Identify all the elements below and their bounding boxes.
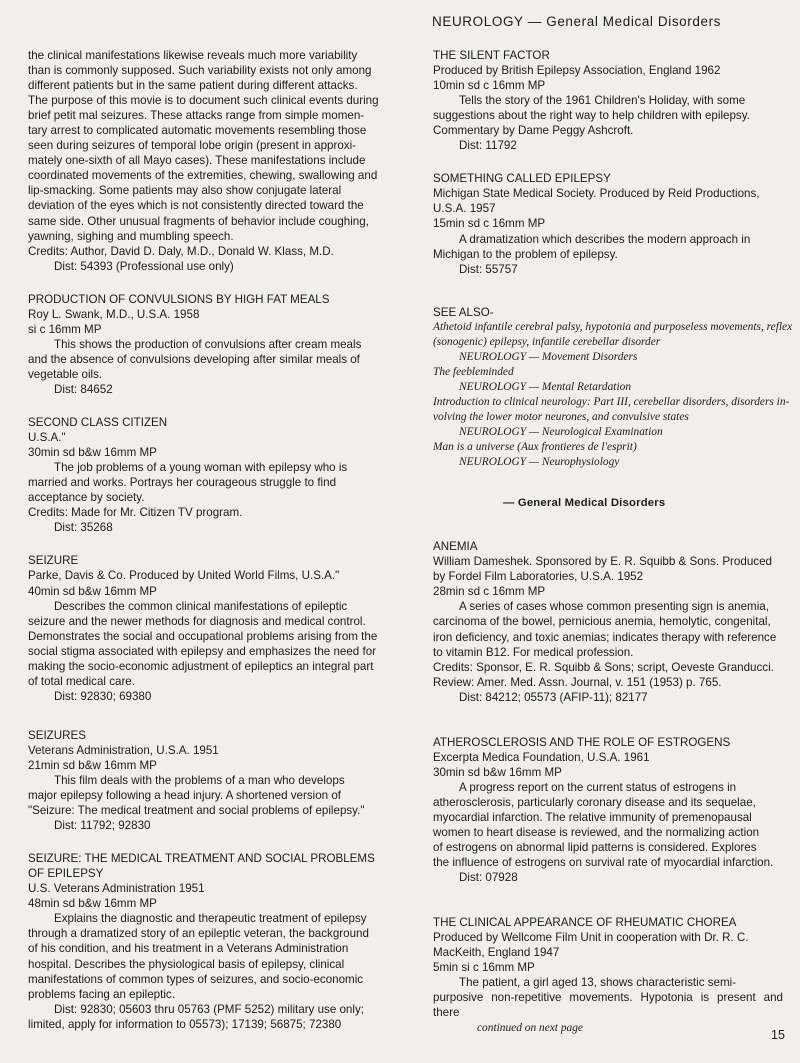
- entry-producer: Excerpta Medica Foundation, U.S.A. 1961: [433, 750, 650, 764]
- entry-title: SECOND CLASS CITIZEN: [28, 416, 168, 430]
- continued-note: continued on next page: [477, 1021, 583, 1034]
- entry-producer: William Dameshek. Sponsored by E. R. Squibb & Sons. Produced: [433, 555, 772, 569]
- entry-producer: U.S.A. 1957: [433, 202, 496, 216]
- entry-credits: Credits: Made for Mr. Citizen TV program.: [28, 506, 243, 520]
- entry-review: Review: Amer. Med. Assn. Journal, v. 151 (1953) p. 765.: [433, 675, 722, 689]
- entry-description: [28, 337, 386, 382]
- film-entry: [28, 728, 386, 833]
- text-line: Tells the story of the 1961 Children's Holiday, with some: [459, 94, 746, 108]
- see-also-line: Introduction to clinical neurology: Part III, cerebellar disorders, disorders in-: [433, 395, 790, 408]
- entry-title: PRODUCTION OF CONVULSIONS BY HIGH FAT MEALS: [28, 292, 330, 306]
- entry-title: THE SILENT FACTOR: [433, 49, 550, 62]
- entry-producer: Produced by British Epilepsy Association, England 1962: [433, 64, 721, 78]
- entry-format: si c 16mm MP: [28, 322, 102, 336]
- entry-format: 15min sd c 16mm MP: [433, 217, 546, 231]
- film-entry: [28, 292, 386, 397]
- entry-title: SEIZURE: THE MEDICAL TREATMENT AND SOCIAL PROBLEMS: [28, 852, 375, 866]
- see-also-line: (sonogenic) epilepsy, infantile cerebellar disorder: [433, 335, 661, 348]
- text-line: Describes the common clinical manifestations of epileptic: [54, 599, 348, 613]
- entry-dist: Dist: 11792; 92830: [54, 819, 151, 833]
- text-line: suggestions about the right way to help children with epilepsy.: [433, 109, 750, 123]
- text-line: the clinical manifestations likewise reveals much more variability: [28, 49, 358, 62]
- text-line: iron deficiency, and toxic anemias; indicates therapy with reference: [433, 630, 777, 644]
- text-line: purposive non-repetitive movements. Hypotonia is present and there: [433, 991, 783, 1020]
- entry-dist: Dist: 54393 (Professional use only): [54, 259, 234, 273]
- text-line: The patient, a girl aged 13, shows characteristic semi-: [459, 976, 737, 990]
- film-entry: [433, 539, 783, 705]
- text-line: atherosclerosis, particularly coronary disease and its sequelae,: [433, 795, 756, 809]
- film-entry: [433, 915, 783, 1035]
- text-line: lip-smacking. Some patients may also show conjugate lateral: [28, 184, 342, 198]
- entry-credits: Credits: Sponsor, E. R. Squibb & Sons; script, Oeveste Granducci.: [433, 660, 774, 674]
- see-also-line: Man is a universe (Aux frontieres de l'esprit): [433, 441, 637, 454]
- entry-credits: Credits: Author, David D. Daly, M.D., Donald W. Klass, M.D.: [28, 244, 334, 258]
- entry-description: [28, 773, 386, 818]
- entry-description: [28, 599, 386, 689]
- entry-format: 48min sd b&w 16mm MP: [28, 897, 157, 911]
- text-line: coordinated movements of the extremities, chewing, swallowing and: [28, 169, 378, 183]
- right-column: [433, 48, 793, 1036]
- page-number: 15: [771, 1028, 785, 1042]
- text-line: brief petit mal seizures. These attacks range from simple momen-: [28, 109, 365, 123]
- text-line: Michigan to the problem of epilepsy.: [433, 247, 618, 261]
- entry-description: [433, 975, 783, 1020]
- see-also-line: NEUROLOGY — Movement Disorders: [459, 350, 638, 363]
- entry-producer: by Fordel Film Laboratories, U.S.A. 1952: [433, 570, 644, 584]
- text-line: to vitamin B12. For medical profession.: [433, 645, 634, 659]
- text-line: This shows the production of convulsions after cream meals: [54, 337, 362, 351]
- entry-dist: Dist: 84212; 05573 (AFIP-11); 82177: [459, 690, 648, 704]
- text-line: The purpose of this movie is to document such clinical events during: [28, 94, 379, 108]
- see-also-line: The feebleminded: [433, 365, 514, 378]
- text-line: of estrogens on abnormal lipid patterns is considered. Explores: [433, 841, 757, 855]
- text-line: "Seizure: The medical treatment and social problems of epilepsy.": [28, 804, 365, 818]
- entry-description: [433, 93, 783, 138]
- entry-title: OF EPILEPSY: [28, 867, 104, 881]
- film-entry: [433, 48, 783, 153]
- see-also-line: volving the lower motor neurones, and convulsive states: [433, 410, 689, 423]
- text-line: making the socio-economic adjustment of epileptics an integral part: [28, 659, 374, 673]
- text-line: Explains the diagnostic and therapeutic treatment of epilepsy: [54, 912, 367, 926]
- entry-dist: Dist: 55757: [459, 262, 518, 276]
- text-line: major epilepsy following a head injury. A shortened version of: [28, 789, 341, 803]
- entry-description: [28, 911, 386, 1001]
- text-line: different patients but in the same patient during different attacks.: [28, 79, 358, 93]
- entry-format: 30min sd b&w 16mm MP: [433, 765, 562, 779]
- text-line: seen during seizures of temporal lobe origin (present in approxi-: [28, 139, 357, 153]
- text-line: social stigma associated with epilepsy and emphasizes the need for: [28, 644, 377, 658]
- film-entry: [28, 851, 386, 1032]
- running-head: NEUROLOGY — General Medical Disorders: [432, 14, 722, 29]
- text-line: problems facing an epileptic.: [28, 987, 175, 1001]
- entry-format: 10min sd c 16mm MP: [433, 79, 546, 93]
- see-also-heading: SEE ALSO-: [433, 305, 494, 319]
- text-line: married and works. Portrays her courageous struggle to find: [28, 476, 337, 490]
- text-line: the influence of estrogens on survival rate of myocardial infarction.: [433, 856, 774, 870]
- entry-dist: Dist: 92830; 69380: [54, 689, 152, 703]
- text-line: hospital. Describes the physiological basis of epilepsy, clinical: [28, 957, 345, 971]
- text-line: A dramatization which describes the modern approach in: [459, 232, 751, 246]
- text-line: Demonstrates the social and occupational problems arising from the: [28, 629, 378, 643]
- text-line: myocardial infarction. The relative immunity of premenopausal: [433, 810, 752, 824]
- entry-title: THE CLINICAL APPEARANCE OF RHEUMATIC CHOREA: [433, 916, 737, 930]
- entry-title: ANEMIA: [433, 540, 478, 554]
- entry-producer: Veterans Administration, U.S.A. 1951: [28, 743, 219, 757]
- see-also-block: [433, 305, 793, 471]
- entry-title: SOMETHING CALLED EPILEPSY: [433, 172, 611, 186]
- entry-producer: Michigan State Medical Society. Produced by Reid Productions,: [433, 187, 760, 201]
- entry-title: SEIZURE: [28, 554, 79, 568]
- see-also-line: NEUROLOGY — Mental Retardation: [459, 380, 632, 393]
- see-also-line: Athetoid infantile cerebral palsy, hypotonia and purposeless movements, reflex: [433, 320, 793, 333]
- film-entry: [28, 415, 386, 535]
- entry-dist: limited, apply for information to 05573); 17139; 56875; 72380: [28, 1017, 342, 1031]
- entry-description: [433, 232, 783, 262]
- text-line: tary arrest to complicated automatic movements resembling those: [28, 124, 367, 138]
- text-line: women to heart disease is reviewed, and the normalizing action: [433, 826, 760, 840]
- text-line: of total medical care.: [28, 674, 135, 688]
- entry-producer: Parke, Davis & Co. Produced by United World Films, U.S.A.": [28, 569, 340, 583]
- entry-format: 30min sd b&w 16mm MP: [28, 446, 157, 460]
- section-heading: — General Medical Disorders: [503, 497, 666, 510]
- text-line: seizure and the newer methods for diagnosis and medical control.: [28, 614, 366, 628]
- entry-producer: MacKeith, England 1947: [433, 946, 560, 960]
- text-line: acceptance by society.: [28, 491, 145, 505]
- text-line: manifestations of common types of seizures, and socio-economic: [28, 972, 364, 986]
- text-line: yawning, sighing and mumbling speech.: [28, 229, 234, 243]
- entry-dist: Dist: 11792: [459, 139, 517, 153]
- entry-description: [28, 460, 386, 505]
- text-line: vegetable oils.: [28, 367, 103, 381]
- entry-description: [433, 599, 783, 659]
- entry-dist: Dist: 92830; 05603 thru 05763 (PMF 5252) military use only;: [54, 1002, 364, 1016]
- text-line: carcinoma of the bowel, pernicious anemia, hemolytic, congenital,: [433, 615, 771, 629]
- entry-dist: Dist: 07928: [459, 871, 518, 885]
- text-line: same side. Other unusual fragments of behavior include coughing,: [28, 214, 369, 228]
- entry-dist: Dist: 35268: [54, 521, 113, 535]
- text-line: than is commonly supposed. Such variability exists not only among: [28, 64, 372, 78]
- entry-format: 40min sd b&w 16mm MP: [28, 584, 157, 598]
- text-line: A series of cases whose common presenting sign is anemia,: [459, 600, 769, 614]
- film-entry: [433, 171, 783, 276]
- left-column: [28, 48, 386, 1032]
- text-line: of his condition, and his treatment in a Veterans Administration: [28, 942, 349, 956]
- entry-format: 28min sd c 16mm MP: [433, 585, 546, 599]
- entry-producer: U.S.A.": [28, 431, 66, 445]
- entry-producer: Roy L. Swank, M.D., U.S.A. 1958: [28, 307, 200, 321]
- entry-title: ATHEROSCLEROSIS AND THE ROLE OF ESTROGENS: [433, 735, 731, 749]
- text-line: mately one-sixth of all Mayo cases). These manifestations include: [28, 154, 366, 168]
- entry-producer: U.S. Veterans Administration 1951: [28, 882, 205, 896]
- entry-format: 21min sd b&w 16mm MP: [28, 758, 157, 772]
- film-entry: [433, 735, 783, 885]
- text-line: and the absence of convulsions developing after similar meals of: [28, 352, 360, 366]
- intro-paragraph: [28, 48, 386, 244]
- text-line: deviation of the eyes which is not consistently directed toward the: [28, 199, 364, 213]
- text-line: through a dramatized story of an epileptic veteran, the background: [28, 927, 369, 941]
- see-also-line: NEUROLOGY — Neurological Examination: [459, 426, 663, 439]
- text-line: Commentary by Dame Peggy Ashcroft.: [433, 124, 634, 138]
- entry-dist: Dist: 84652: [54, 382, 113, 396]
- entry-title: SEIZURES: [28, 728, 86, 742]
- entry-producer: Produced by Wellcome Film Unit in cooperation with Dr. R. C.: [433, 931, 749, 945]
- entry-description: [433, 780, 783, 870]
- text-line: A progress report on the current status of estrogens in: [459, 780, 737, 794]
- text-line: The job problems of a young woman with epilepsy who is: [54, 461, 348, 475]
- film-entry: [28, 553, 386, 703]
- see-also-line: NEUROLOGY — Neurophysiology: [459, 456, 620, 469]
- text-line: This film deals with the problems of a man who develops: [54, 774, 345, 788]
- entry-format: 5min si c 16mm MP: [433, 961, 535, 975]
